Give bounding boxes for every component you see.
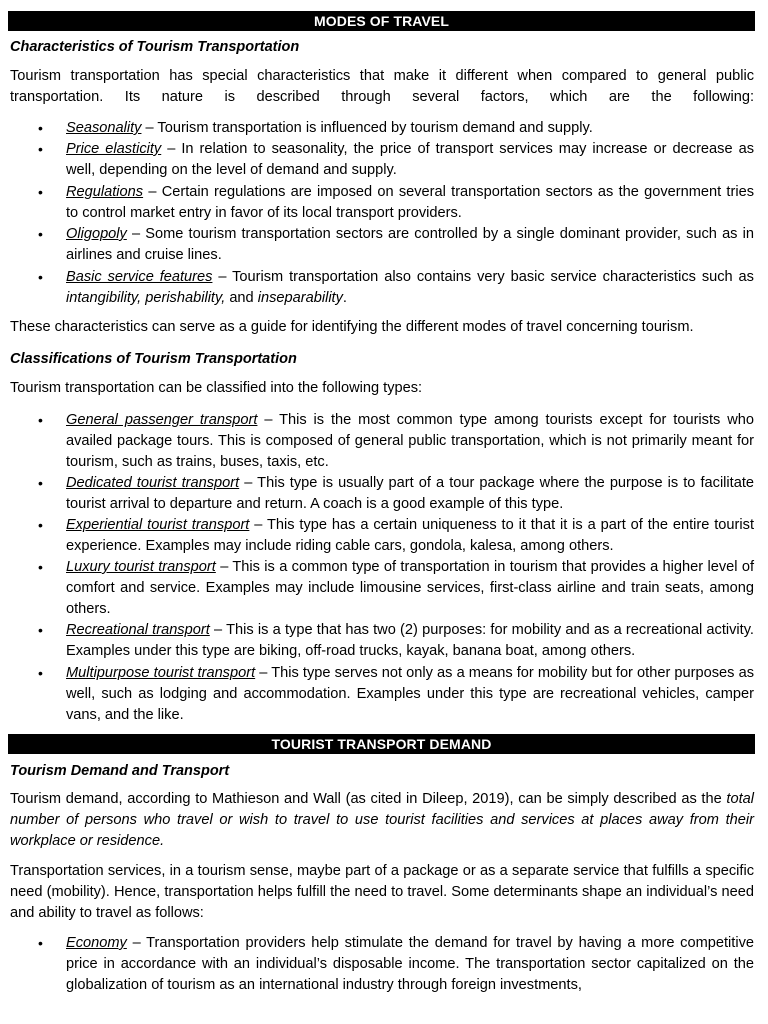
subheading-demand-and-transport: Tourism Demand and Transport bbox=[10, 763, 230, 779]
term-price-elasticity: Price elasticity bbox=[66, 141, 162, 157]
bullet: • bbox=[38, 141, 43, 157]
bullet: • bbox=[38, 412, 43, 428]
item-emphasis: inseparability bbox=[257, 290, 343, 306]
bullet: • bbox=[38, 517, 43, 533]
term-oligopoly: Oligopoly bbox=[66, 226, 127, 242]
bullet: • bbox=[38, 622, 43, 638]
term-basic-service-features: Basic service features bbox=[66, 269, 213, 285]
demand-text: Tourism demand, according to Mathieson and Wall (as cited in Dileep, 2019), can be simply described as the bbox=[10, 791, 727, 807]
bullet: • bbox=[38, 120, 43, 136]
item-text: – Transportation providers help stimulate the demand for travel by having a more competitive price in accordance with an individual’s disposable income. The transportation sector capitalized on the globalization of tourism as an international industry through foreign investments, bbox=[66, 935, 754, 993]
item-text: – Tourism transportation also contains very basic service characteristics such as bbox=[212, 269, 754, 285]
item-text: – Some tourism transportation sectors are controlled by a single dominant provider, such as in airlines and cruise lines. bbox=[66, 226, 754, 263]
term-dedicated-tourist-transport: Dedicated tourist transport bbox=[66, 475, 240, 491]
bullet: • bbox=[38, 226, 43, 242]
item-text: – This is a type that has two (2) purposes: for mobility and as a recreational activity. Examples under this type are biking, off-road trucks, kayak, banana boat, among others. bbox=[66, 622, 754, 659]
bullet: • bbox=[38, 269, 43, 285]
term-seasonality: Seasonality bbox=[66, 120, 142, 136]
item-emphasis: intangibility, perishability, bbox=[66, 290, 226, 306]
item-text: – This is the most common type among tourists except for tourists who availed package tours. This is composed of general public transportation, which is not primarily meant for tourism, such as trains, buses, taxis, etc. bbox=[66, 412, 754, 470]
item-text: – Certain regulations are imposed on several transportation sectors as the government tries to control market entry in favor of its local transport providers. bbox=[66, 184, 754, 221]
list-item bbox=[66, 663, 754, 726]
bullet: • bbox=[38, 475, 43, 491]
intro-text: Tourism transportation has special characteristics that make it different when compared to general public transportation. Its nature is described through several factors, which are the following: bbox=[10, 68, 754, 105]
item-text: – Tourism transportation is influenced by tourism demand and supply. bbox=[141, 120, 593, 136]
term-economy: Economy bbox=[66, 935, 127, 951]
transport-services-text: Transportation services, in a tourism sense, maybe part of a package or as a separate service that fulfills a specific need (mobility). Hence, transportation helps fulfill the need to travel. Some determinants shape an individual’s need and ability to travel as follows: bbox=[10, 863, 754, 921]
list-item bbox=[66, 515, 754, 557]
closing-paragraph bbox=[10, 317, 754, 338]
transport-services-paragraph bbox=[10, 861, 754, 924]
subheading-characteristics: Characteristics of Tourism Transportation bbox=[10, 39, 300, 55]
item-text: – This type has a certain uniqueness to it that it is a part of the entire tourist experience. Examples may include riding cable cars, gondola, kalesa, among others. bbox=[66, 517, 754, 554]
subheading-classifications: Classifications of Tourism Transportation bbox=[10, 351, 297, 367]
item-text: – In relation to seasonality, the price of transport services may increase or decrease as well, depending on the level of demand and supply. bbox=[66, 141, 754, 178]
demand-definition: total number of persons who travel or wish to travel to use tourist facilities and services at places away from their workplace or residence. bbox=[10, 791, 754, 849]
list-item bbox=[66, 473, 754, 515]
section-header-modes-of-travel: MODES OF TRAVEL bbox=[8, 11, 755, 31]
item-text: – This type is usually part of a tour package where the purpose is to facilitate tourist arrival to departure and return. A coach is a good example of this type. bbox=[66, 475, 755, 512]
item-text: – This is a common type of transportation in tourism that provides a higher level of comfort and service. Examples may include limousine services, first-class airline and train seats, among others. bbox=[66, 559, 755, 617]
list-item bbox=[66, 182, 754, 224]
closing-text: These characteristics can serve as a guide for identifying the different modes of travel concerning tourism. bbox=[10, 319, 694, 335]
term-recreational-transport: Recreational transport bbox=[66, 622, 210, 638]
intro2-text: Tourism transportation can be classified into the following types: bbox=[10, 380, 423, 396]
term-luxury-tourist-transport: Luxury tourist transport bbox=[66, 559, 216, 575]
list-item bbox=[66, 620, 754, 662]
item-text-mid: and bbox=[225, 290, 258, 306]
bullet: • bbox=[38, 184, 43, 200]
item-text-end: . bbox=[342, 290, 347, 306]
list-item bbox=[66, 139, 754, 181]
list-item bbox=[66, 557, 754, 620]
list-item bbox=[66, 224, 754, 266]
term-general-passenger-transport: General passenger transport bbox=[66, 412, 258, 428]
intro-paragraph bbox=[10, 66, 754, 108]
intro2-paragraph bbox=[10, 378, 754, 399]
list-item bbox=[66, 267, 754, 309]
list-item bbox=[66, 118, 754, 139]
term-multipurpose-tourist-transport: Multipurpose tourist transport bbox=[66, 665, 256, 681]
demand-paragraph bbox=[10, 789, 754, 852]
section-header-tourist-transport-demand: TOURIST TRANSPORT DEMAND bbox=[8, 734, 755, 754]
item-text: – This type serves not only as a means for mobility but for other purposes as well, such as lodging and accommodation. Examples under this type are recreational vehicles, camper vans, and the like. bbox=[66, 665, 754, 723]
term-regulations: Regulations bbox=[66, 184, 144, 200]
list-item bbox=[66, 933, 754, 996]
term-experiential-tourist-transport: Experiential tourist transport bbox=[66, 517, 250, 533]
bullet: • bbox=[38, 665, 43, 681]
bullet: • bbox=[38, 559, 43, 575]
list-item bbox=[66, 410, 754, 473]
bullet: • bbox=[38, 935, 43, 951]
